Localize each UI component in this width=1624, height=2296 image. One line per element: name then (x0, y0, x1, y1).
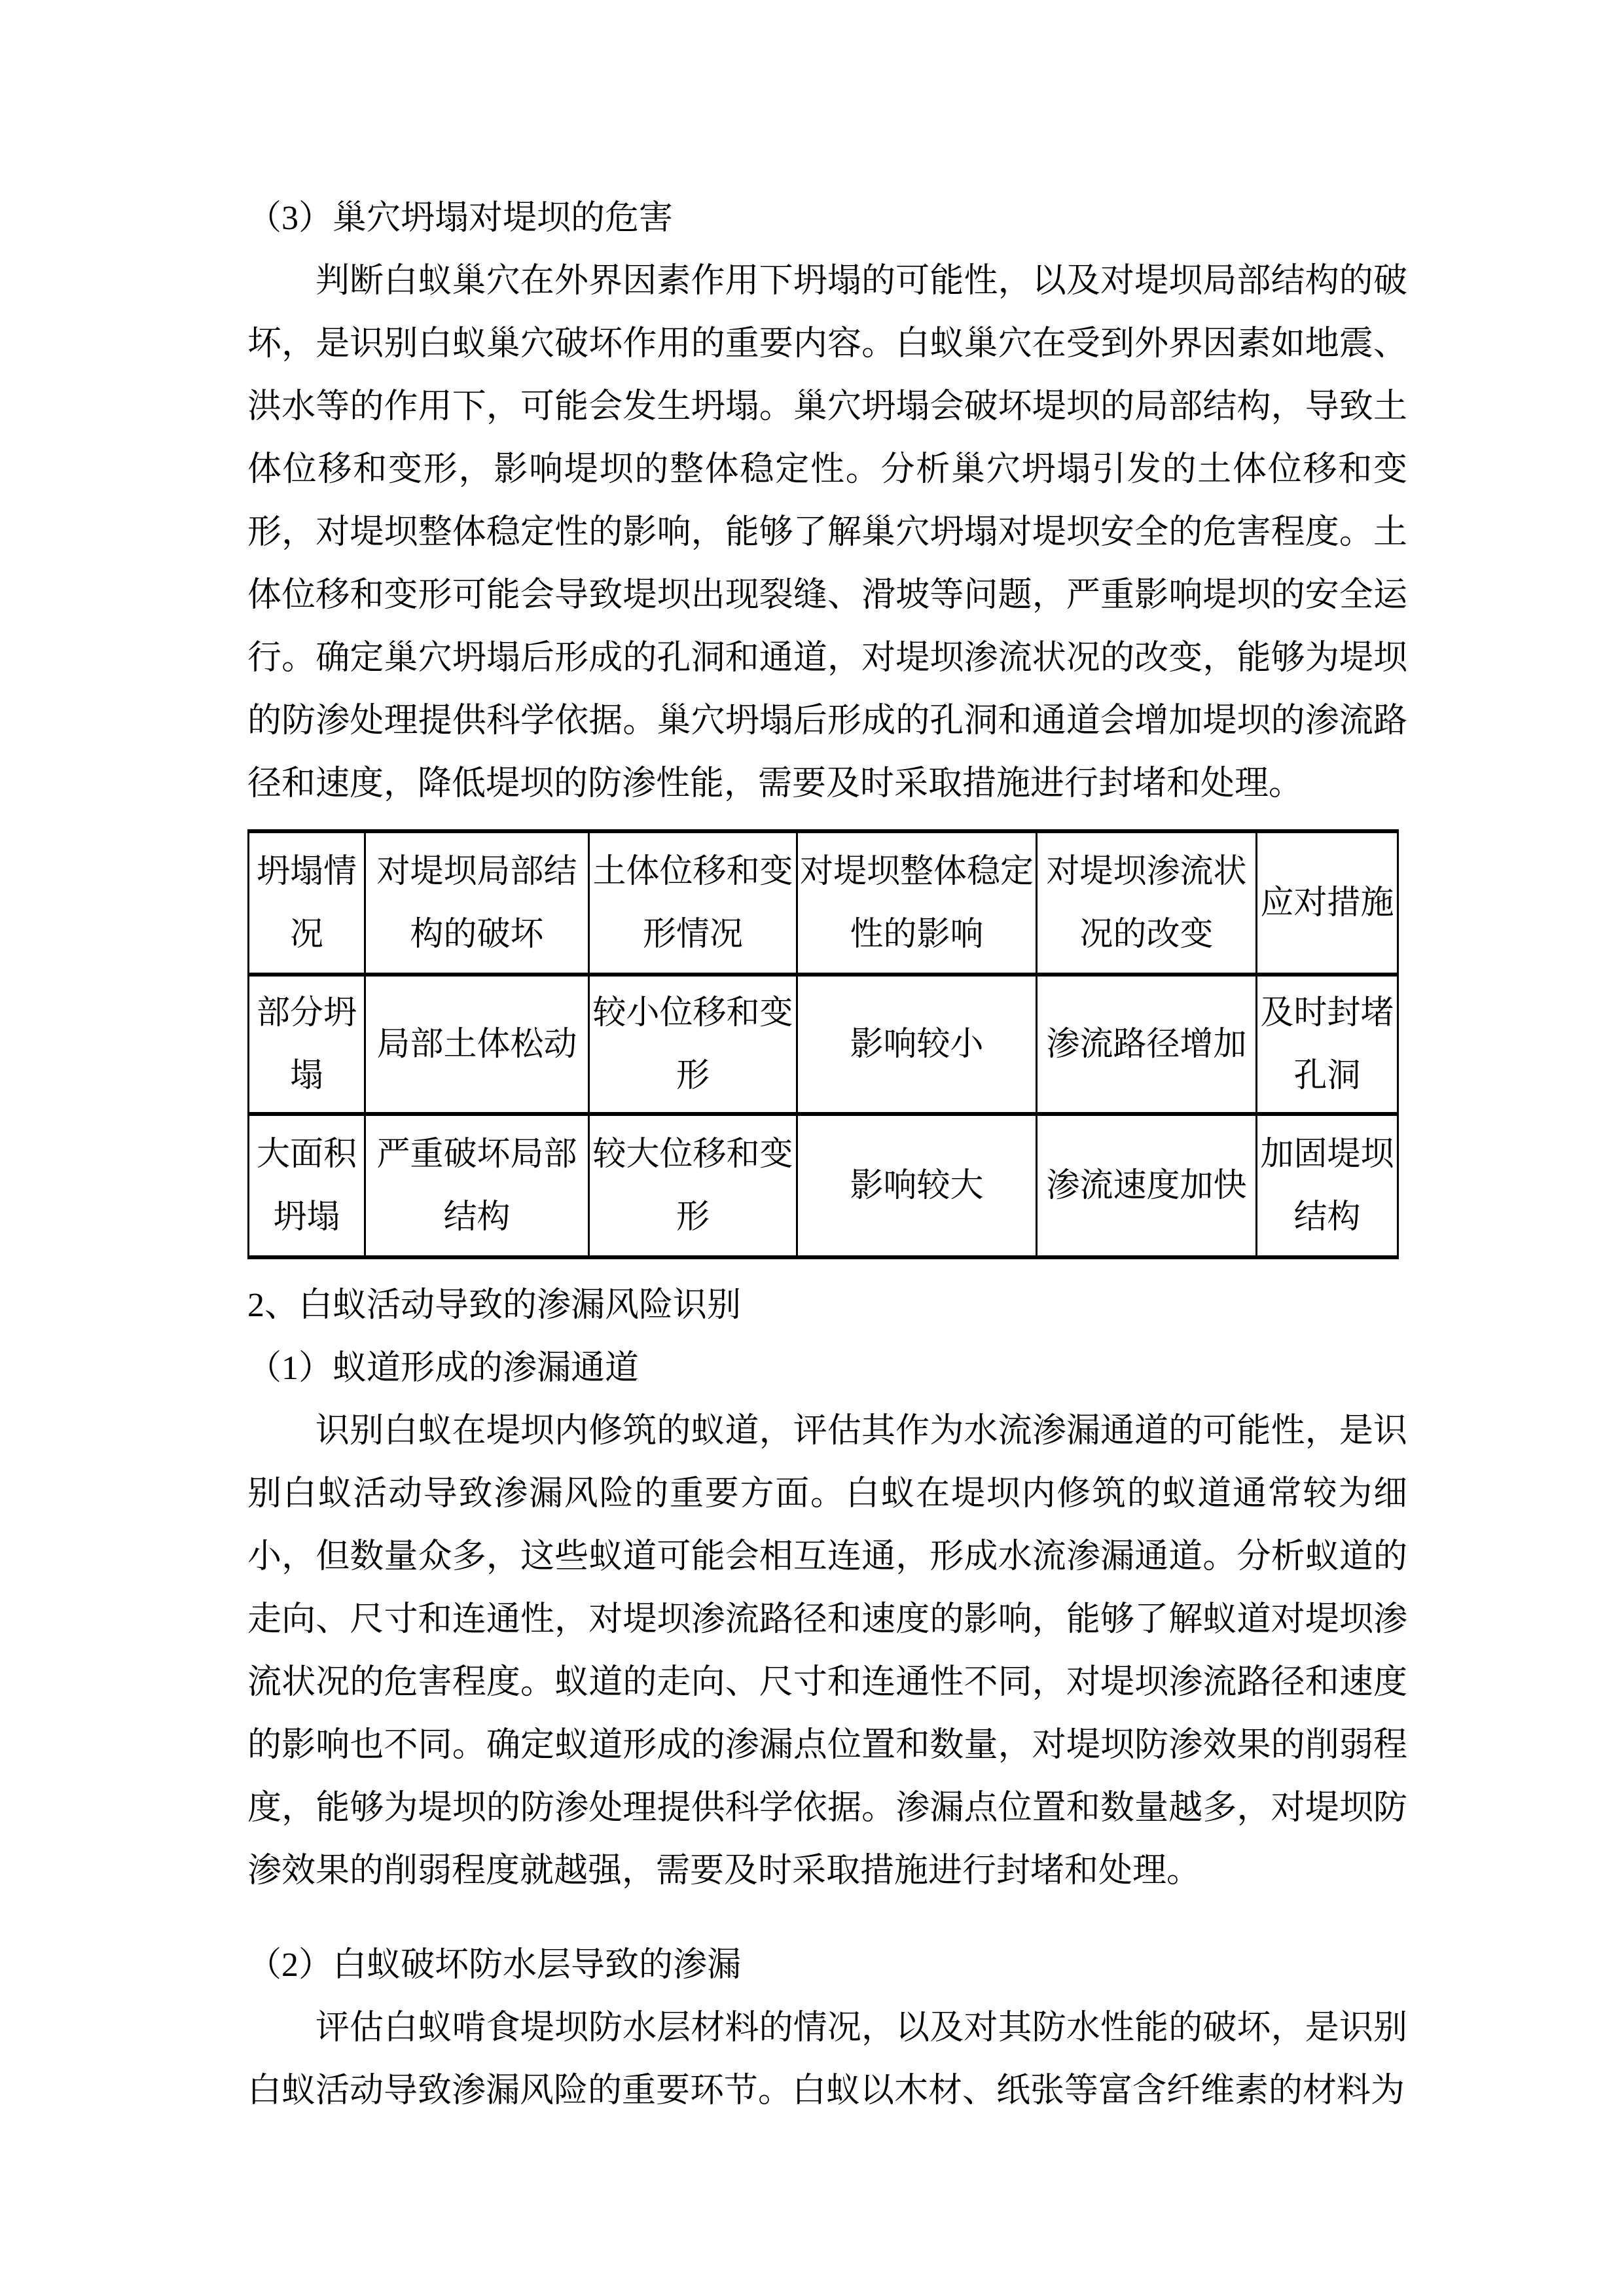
table-header-row (249, 831, 1398, 975)
paragraph-collapse-hazard: 判断白蚁巢穴在外界因素作用下坍塌的可能性，以及对堤坝局部结构的破坏，是识别白蚁巢穴破坏作用的重要内容。白蚁巢穴在受到外界因素如地震、洪水等的作用下，可能会发生坍塌。巢穴坍塌会破坏堤坝的局部结构，导致土体位移和变形，影响堤坝的整体稳定性。分析巢穴坍塌引发的土体位移和变形，对堤坝整体稳定性的影响，能够了解巢穴坍塌对堤坝安全的危害程度。土体位移和变形可能会导致堤坝出现裂缝、滑坡等问题，严重影响堤坝的安全运行。确定巢穴坍塌后形成的孔洞和通道，对堤坝渗流状况的改变，能够为堤坝的防渗处理提供科学依据。巢穴坍塌后形成的孔洞和通道会增加堤坝的渗流路径和速度，降低堤坝的防渗性能，需要及时采取措施进行封堵和处理。 (247, 262, 1407, 802)
table-row (249, 1114, 1398, 1257)
document-content (247, 187, 1407, 2123)
table-header-cell: 对堤坝局部结构的破坏 (365, 831, 589, 975)
table-header-cell: 坍塌情况 (249, 831, 365, 975)
table-cell: 影响较小 (797, 975, 1037, 1114)
table-header-cell: 对堤坝整体稳定性的影响 (797, 831, 1037, 975)
paragraph-waterproof-layer-leakage: 评估白蚁啃食堤坝防水层材料的情况，以及对其防水性能的破坏，是识别白蚁活动导致渗漏风险的重要环节。白蚁以木材、纸张等富含纤维素的材料为 (247, 2009, 1407, 2109)
heading-section-2: 2、白蚁活动导致的渗漏风险识别 (247, 1287, 742, 1324)
heading-section-2-2: （2）白蚁破坏防水层导致的渗漏 (247, 1946, 742, 1984)
table-cell: 较大位移和变形 (589, 1114, 797, 1257)
table-header-cell: 对堤坝渗流状况的改变 (1037, 831, 1257, 975)
table-header-cell: 土体位移和变形情况 (589, 831, 797, 975)
table-header-cell: 应对措施 (1257, 831, 1398, 975)
table-cell: 加固堤坝结构 (1257, 1114, 1398, 1257)
table-cell: 较小位移和变形 (589, 975, 797, 1114)
paragraph-ant-tunnel-leakage: 识别白蚁在堤坝内修筑的蚁道，评估其作为水流渗漏通道的可能性，是识别白蚁活动导致渗漏风险的重要方面。白蚁在堤坝内修筑的蚁道通常较为细小，但数量众多，这些蚁道可能会相互连通，形成水流渗漏通道。分析蚁道的走向、尺寸和连通性，对堤坝渗流路径和速度的影响，能够了解蚁道对堤坝渗流状况的危害程度。蚁道的走向、尺寸和连通性不同，对堤坝渗流路径和速度的影响也不同。确定蚁道形成的渗漏点位置和数量，对堤坝防渗效果的削弱程度，能够为堤坝的防渗处理提供科学依据。渗漏点位置和数量越多，对堤坝防渗效果的削弱程度就越强，需要及时采取措施进行封堵和处理。 (247, 1412, 1407, 1890)
table-cell: 渗流路径增加 (1037, 975, 1257, 1114)
table-cell: 大面积坍塌 (249, 1114, 365, 1257)
table-cell: 局部土体松动 (365, 975, 589, 1114)
table-cell: 严重破坏局部结构 (365, 1114, 589, 1257)
table-row (249, 975, 1398, 1114)
collapse-impact-table (247, 829, 1399, 1259)
heading-section-3: （3）巢穴坍塌对堤坝的危害 (247, 200, 674, 237)
heading-section-2-1: （1）蚁道形成的渗漏通道 (247, 1350, 640, 1387)
table-cell: 部分坍塌 (249, 975, 365, 1114)
table-cell: 及时封堵孔洞 (1257, 975, 1398, 1114)
table-cell: 影响较大 (797, 1114, 1037, 1257)
table-cell: 渗流速度加快 (1037, 1114, 1257, 1257)
